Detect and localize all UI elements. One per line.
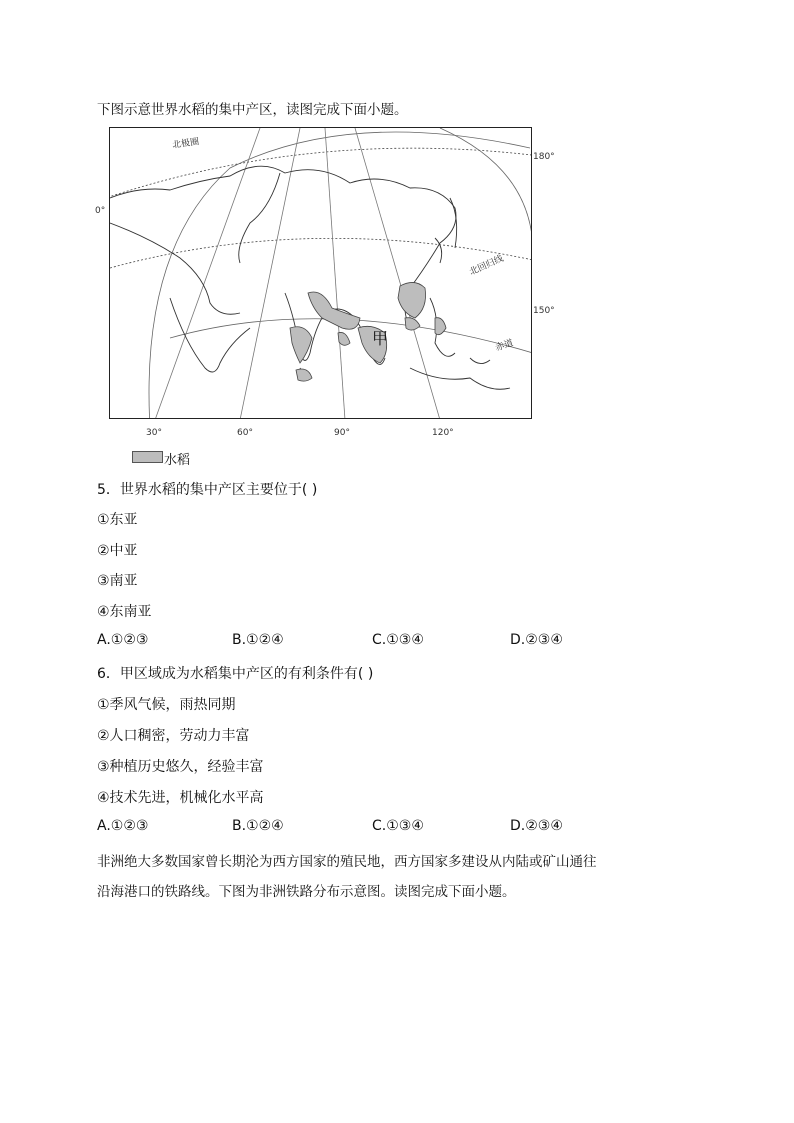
- marker-jia: 甲: [372, 329, 389, 348]
- q5-item-4: ④东南亚: [97, 604, 152, 620]
- intro-text-africa-line2: 沿海港口的铁路线。下图为非洲铁路分布示意图。读图完成下面小题。: [97, 884, 516, 900]
- q5-option-a[interactable]: A.①②③: [97, 632, 149, 648]
- label-equator: 赤道: [494, 338, 515, 354]
- q6-item-4: ④技术先进，机械化水平高: [97, 790, 264, 806]
- lon-label-0: 0°: [95, 206, 106, 216]
- map-graphic: [110, 128, 532, 419]
- lon-label-180: 180°: [533, 152, 555, 162]
- lon-label-120: 120°: [432, 428, 454, 438]
- q6-option-d[interactable]: D.②③④: [510, 818, 563, 834]
- q6-item-1: ①季风气候，雨热同期: [97, 697, 236, 713]
- q6-item-2: ②人口稠密，劳动力丰富: [97, 728, 250, 744]
- q5-option-b[interactable]: B.①②④: [232, 632, 284, 648]
- q6-stem: 6．甲区域成为水稻集中产区的有利条件有( ): [97, 666, 374, 682]
- rice-distribution-map: [109, 127, 532, 419]
- rice-regions: [290, 282, 446, 381]
- label-tropic-of-cancer: 北回归线: [468, 253, 506, 278]
- lon-label-60: 60°: [237, 428, 253, 438]
- intro-text-africa-line1: 非洲绝大多数国家曾长期沦为西方国家的殖民地，西方国家多建设从内陆或矿山通往: [97, 854, 597, 870]
- legend-rice-label: 水稻: [164, 453, 191, 468]
- intro-text-rice: 下图示意世界水稻的集中产区，读图完成下面小题。: [97, 102, 408, 118]
- q5-option-d[interactable]: D.②③④: [510, 632, 563, 648]
- q5-stem: 5．世界水稻的集中产区主要位于( ): [97, 482, 318, 498]
- q5-item-3: ③南亚: [97, 573, 138, 589]
- q5-item-2: ②中亚: [97, 543, 138, 559]
- q6-item-3: ③种植历史悠久，经验丰富: [97, 759, 264, 775]
- q6-option-c[interactable]: C.①③④: [372, 818, 424, 834]
- arctic-circle-line: [110, 148, 532, 200]
- lon-label-90: 90°: [334, 428, 350, 438]
- legend-rice-swatch: [132, 451, 163, 463]
- q6-option-b[interactable]: B.①②④: [232, 818, 284, 834]
- lon-label-150: 150°: [533, 306, 555, 316]
- q6-option-a[interactable]: A.①②③: [97, 818, 149, 834]
- label-arctic-circle: 北极圈: [171, 137, 200, 151]
- lon-label-30: 30°: [146, 428, 162, 438]
- q5-option-c[interactable]: C.①③④: [372, 632, 424, 648]
- q5-item-1: ①东亚: [97, 512, 138, 528]
